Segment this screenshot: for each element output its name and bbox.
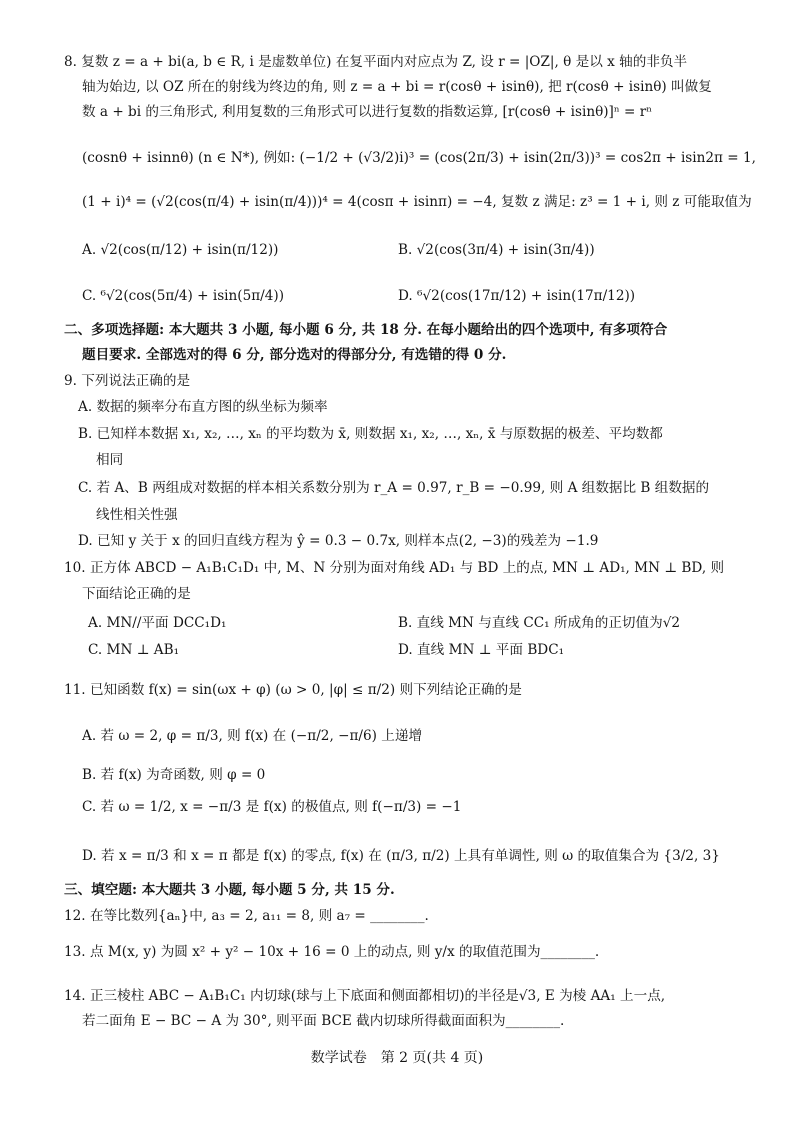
section-2-heading-line-1: 二、多项选择题: 本大题共 3 小题, 每小题 6 分, 共 18 分. 在每小题给出的四个选项中, 有多项符合 — [64, 322, 668, 338]
q11-stem: 11. 已知函数 f(x) = sin(ωx + φ) (ω > 0, |φ| ≤ π/2) 则下列结论正确的是 — [64, 682, 522, 698]
q9-option-d: D. 已知 y 关于 x 的回归直线方程为 ŷ = 0.3 − 0.7x, 则样本点(2, −3)的残差为 −1.9 — [78, 533, 599, 549]
q9-option-c-line-2: 线性相关性强 — [96, 507, 178, 523]
q11-option-c: C. 若 ω = 1/2, x = −π/3 是 f(x) 的极值点, 则 f(−π/3) = −1 — [82, 799, 462, 815]
q8-option-a: A. √2(cos(π/12) + isin(π/12)) — [82, 242, 279, 258]
q10-line-2: 下面结论正确的是 — [82, 586, 191, 602]
section-2-heading-line-2: 题目要求. 全部选对的得 6 分, 部分选对的得部分分, 有选错的得 0 分. — [82, 347, 507, 363]
q10-option-c: C. MN ⊥ AB₁ — [88, 642, 180, 658]
q11-option-a: A. 若 ω = 2, φ = π/3, 则 f(x) 在 (−π/2, −π/6) 上递增 — [82, 728, 423, 744]
q8-option-c: C. ⁶√2(cos(5π/4) + isin(5π/4)) — [82, 288, 284, 304]
q10-option-b: B. 直线 MN 与直线 CC₁ 所成角的正切值为√2 — [398, 615, 681, 631]
q8-option-d: D. ⁶√2(cos(17π/12) + isin(17π/12)) — [398, 288, 636, 304]
q12: 12. 在等比数列{aₙ}中, a₃ = 2, a₁₁ = 8, 则 a₇ = ________. — [64, 908, 429, 924]
q9-option-a: A. 数据的频率分布直方图的纵坐标为频率 — [78, 399, 328, 415]
q8-line-2: 轴为始边, 以 OZ 所在的射线为终边的角, 则 z = a + bi = r(cosθ + isinθ), 把 r(cosθ + isinθ) 叫做复 — [82, 79, 712, 95]
section-3-heading: 三、填空题: 本大题共 3 小题, 每小题 5 分, 共 15 分. — [64, 882, 395, 898]
q14-line-1: 14. 正三棱柱 ABC − A₁B₁C₁ 内切球(球与上下底面和侧面都相切)的半径是√3, E 为棱 AA₁ 上一点, — [64, 988, 666, 1004]
q13: 13. 点 M(x, y) 为圆 x² + y² − 10x + 16 = 0 上的动点, 则 y/x 的取值范围为________. — [64, 944, 600, 960]
q11-option-d: D. 若 x = π/3 和 x = π 都是 f(x) 的零点, f(x) 在 (π/3, π/2) 上具有单调性, 则 ω 的取值集合为 {3/2, 3} — [82, 848, 720, 864]
q8-line-4: (cosnθ + isinnθ) (n ∈ N*), 例如: (−1/2 + (√3/2)i)³ = (cos(2π/3) + isin(2π/3))³ = cos2π + isin2π = 1, — [82, 150, 756, 166]
q9-option-b-line-1: B. 已知样本数据 x₁, x₂, …, xₙ 的平均数为 x̄, 则数据 x₁, x₂, …, xₙ, x̄ 与原数据的极差、平均数都 — [78, 426, 663, 442]
q9-option-b-line-2: 相同 — [96, 452, 124, 468]
q10-option-a: A. MN//平面 DCC₁D₁ — [88, 615, 227, 631]
q9-stem: 9. 下列说法正确的是 — [64, 373, 191, 389]
q8-line-3: 数 a + bi 的三角形式, 利用复数的三角形式可以进行复数的指数运算, [r(cosθ + isinθ)]ⁿ = rⁿ — [82, 104, 653, 120]
q8-option-b: B. √2(cos(3π/4) + isin(3π/4)) — [398, 242, 595, 258]
q11-option-b: B. 若 f(x) 为奇函数, 则 φ = 0 — [82, 767, 266, 783]
q10-option-d: D. 直线 MN ⊥ 平面 BDC₁ — [398, 642, 565, 658]
q10-line-1: 10. 正方体 ABCD − A₁B₁C₁D₁ 中, M、N 分别为面对角线 AD₁ 与 BD 上的点, MN ⊥ AD₁, MN ⊥ BD, 则 — [64, 560, 725, 576]
q8-line-1: 8. 复数 z = a + bi(a, b ∈ R, i 是虚数单位) 在复平面内对应点为 Z, 设 r = |OZ|, θ 是以 x 轴的非负半 — [64, 54, 688, 70]
q8-line-5: (1 + i)⁴ = (√2(cos(π/4) + isin(π/4)))⁴ = 4(cosπ + isinπ) = −4, 复数 z 满足: z³ = 1 + i, 则 z 可能取值为 — [82, 194, 752, 210]
q9-option-c-line-1: C. 若 A、B 两组成对数据的样本相关系数分别为 r_A = 0.97, r_B = −0.99, 则 A 组数据比 B 组数据的 — [78, 480, 710, 496]
page-footer: 数学试卷 第 2 页(共 4 页) — [310, 1050, 484, 1066]
q14-line-2: 若二面角 E − BC − A 为 30°, 则平面 BCE 截内切球所得截面面积为________. — [82, 1013, 565, 1029]
